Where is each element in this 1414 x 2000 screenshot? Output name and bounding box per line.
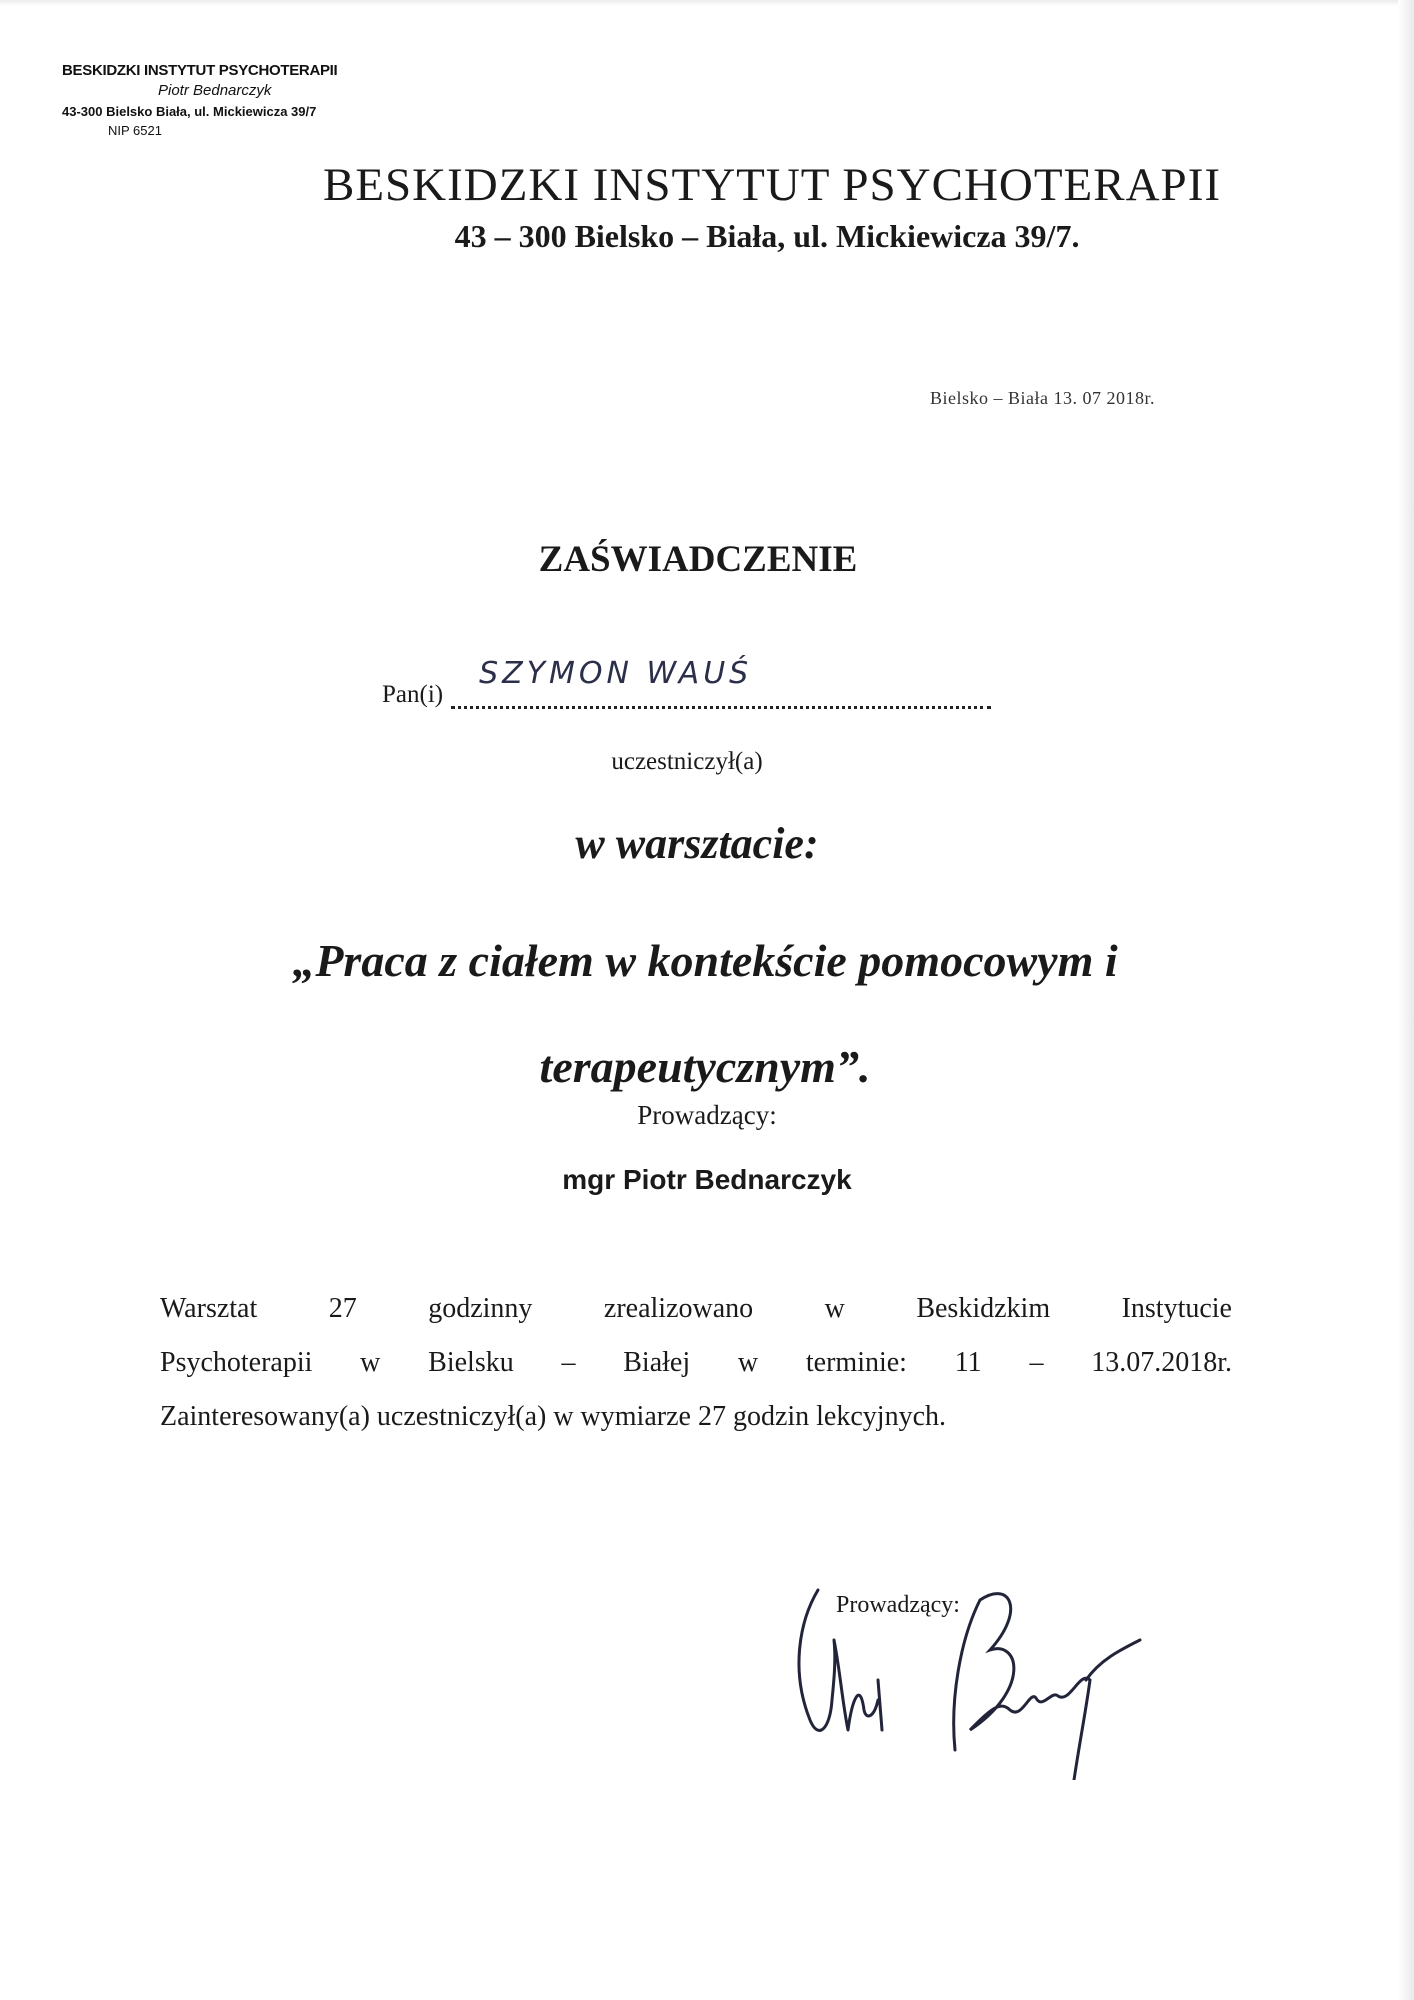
workshop-title-line-1: „Praca z ciałem w kontekście pomocowym i [292,935,1118,986]
workshop-title [150,908,1260,1120]
stamp-person: Piotr Bednarczyk [158,82,272,99]
paper-top-edge [0,0,1414,6]
leader-label: Prowadzący: [637,1100,777,1130]
document-title: ZAŚWIADCZENIE [538,539,858,580]
participant-handwritten-name: SZYMON WAUŚ [479,656,753,691]
participant-label: Pan(i) [382,681,444,708]
body-line-2: Psychoterapii w Bielsku – Białej w terminie: 11 – 13.07.2018r. [160,1347,1232,1378]
participated-text: uczestniczył(a) [611,748,763,775]
workshop-title-line-2: terapeutycznym”. [539,1041,871,1092]
handwritten-signature [790,1580,1190,1780]
workshop-label: w warsztacie: [575,819,819,868]
stamp-name: BESKIDZKI INSTYTUT PSYCHOTERAPII [62,62,338,79]
institute-stamp [62,62,462,138]
paper-right-edge [1398,0,1414,2000]
letterhead-address: 43 – 300 Bielsko – Biała, ul. Mickiewicza 39/7. [454,218,1080,254]
body-line-3: Zainteresowany(a) uczestniczył(a) w wymiarze 27 godzin lekcyjnych. [160,1401,946,1432]
participant-line [382,656,991,709]
letterhead-title: BESKIDZKI INSTYTUT PSYCHOTERAPII [322,159,1222,211]
stamp-address: 43-300 Bielsko Biała, ul. Mickiewicza 39/7 [62,104,317,119]
stamp-nip: NIP 6521 [108,123,162,138]
document-date: Bielsko – Biała 13. 07 2018r. [930,388,1155,408]
body-line-1: Warsztat 27 godzinny zrealizowano w Beskidzkim Instytucie [160,1293,1232,1324]
participant-name-field [451,656,991,709]
leader-name: mgr Piotr Bednarczyk [562,1164,852,1195]
certificate-body [160,1282,1232,1444]
signature-label: Prowadzący: [836,1592,960,1618]
